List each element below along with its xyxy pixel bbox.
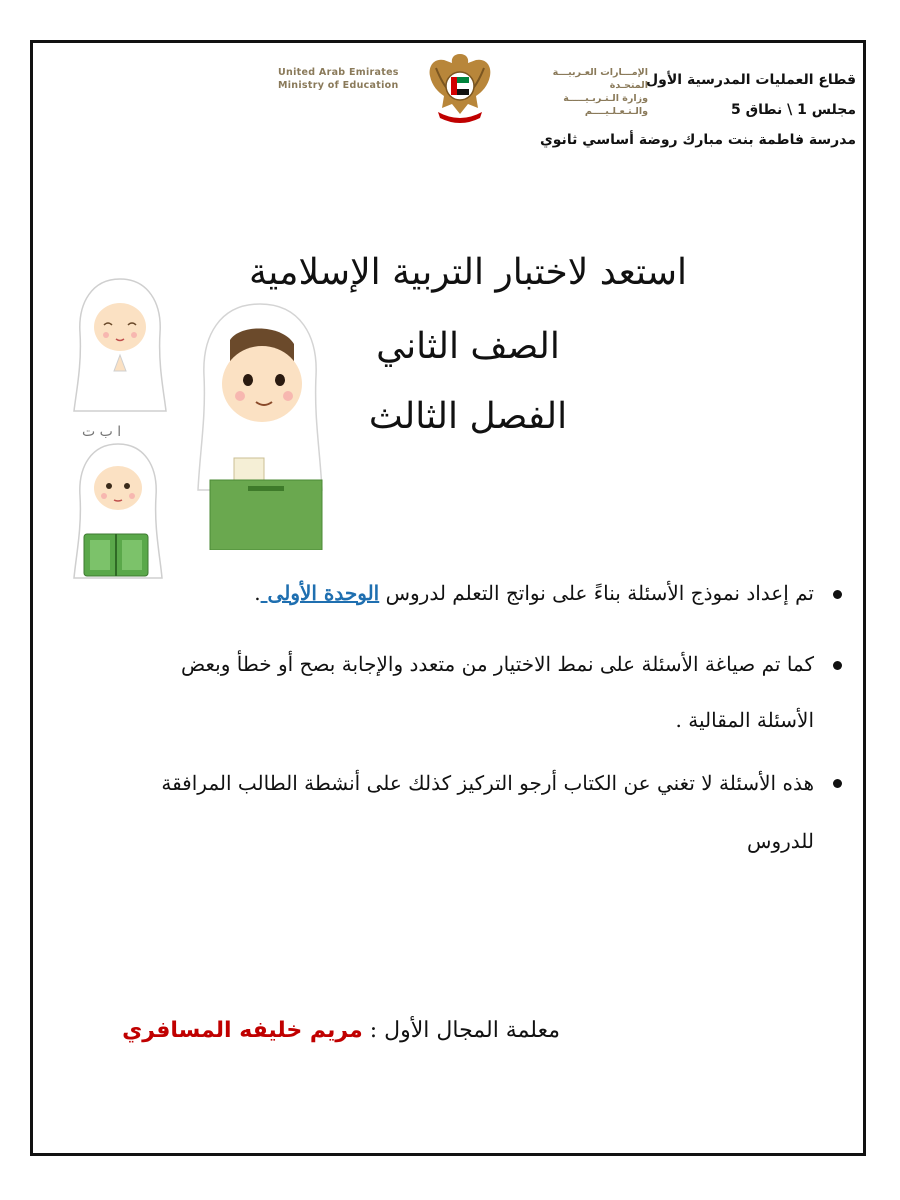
school-name: مدرسة فاطمة بنت مبارك روضة أساسي ثانوي bbox=[539, 132, 856, 148]
ministry-name-ar: الإمـــارات العـربيـــة المتحـدة وزارة الـتـربـيـــــة والـتـعـلـيــــم bbox=[552, 67, 648, 117]
bullet-item-3: هذه الأسئلة لا تغني عن الكتاب أرجو التركيز كذلك على أنشطة الطالب المرافقة للدروس bbox=[134, 754, 814, 870]
main-title: استعد لاختبار التربية الإسلامية bbox=[249, 252, 687, 293]
teacher-name: مريم خليفه المسافري bbox=[122, 1018, 363, 1043]
reading-girl-illustration bbox=[68, 440, 168, 580]
ballot-girl-illustration bbox=[190, 300, 330, 550]
bullet-item-2: كما تم صياغة الأسئلة على نمط الاختيار من متعدد والإجابة بصح أو خطأ وبعض الأسئلة المقالية . bbox=[134, 636, 814, 748]
sector-label: قطاع العمليات المدرسية الأول bbox=[646, 72, 856, 88]
bullet-dot-icon bbox=[833, 661, 842, 670]
bullet-dot-icon bbox=[833, 590, 842, 599]
grade-title: الصف الثاني bbox=[376, 326, 560, 367]
alphabet-letters: ا ب ت bbox=[82, 424, 122, 440]
bullet-dot-icon bbox=[833, 779, 842, 788]
council-label: مجلس 1 \ نطاق 5 bbox=[730, 102, 856, 118]
praying-girl-illustration bbox=[70, 275, 170, 415]
ministry-name-en: United Arab Emirates Ministry of Education bbox=[278, 67, 399, 91]
uae-emblem-icon bbox=[424, 48, 496, 126]
teacher-line bbox=[122, 1018, 560, 1043]
bullet-item-1: تم إعداد نموذج الأسئلة بناءً على نواتج التعلم لدروس الوحدة الأولى . bbox=[134, 578, 814, 608]
term-title: الفصل الثالث bbox=[368, 396, 568, 437]
teacher-label: معلمة المجال الأول : bbox=[362, 1018, 560, 1043]
unit-one-link[interactable]: الوحدة الأولى bbox=[260, 581, 380, 605]
